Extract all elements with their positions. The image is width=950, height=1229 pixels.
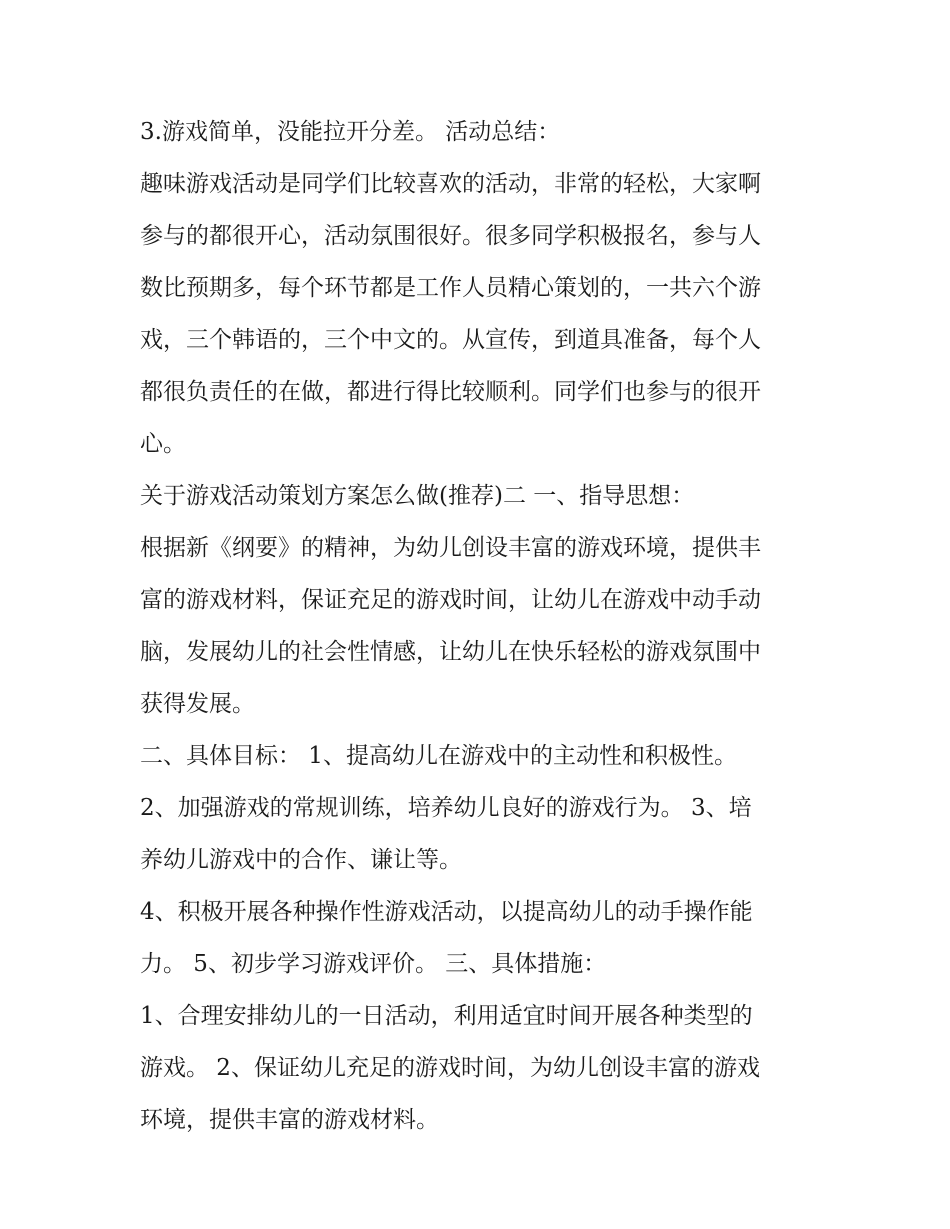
paragraph-summary-heading xyxy=(140,106,820,158)
text-line: 4、积极开展各种操作性游戏活动，以提高幼儿的动手操作能 xyxy=(140,899,753,925)
paragraph-section-title xyxy=(140,470,820,522)
text-line: 脑，发展幼儿的社会性情感，让幼儿在快乐轻松的游戏氛围中 xyxy=(140,639,761,665)
text-line: 戏，三个韩语的，三个中文的。从宣传，到道具准备，每个人 xyxy=(140,327,761,353)
text-line: 养幼儿游戏中的合作、谦让等。 xyxy=(140,847,462,873)
text-line: 参与的都很开心，活动氛围很好。很多同学积极报名，参与人 xyxy=(140,223,761,249)
text-line: 富的游戏材料，保证充足的游戏时间，让幼儿在游戏中动手动 xyxy=(140,587,761,613)
text-line: 数比预期多，每个环节都是工作人员精心策划的，一共六个游 xyxy=(140,275,761,301)
text-line: 3.游戏简单，没能拉开分差。 活动总结： xyxy=(140,119,561,145)
text-line: 根据新《纲要》的精神，为幼儿创设丰富的游戏环境，提供丰 xyxy=(140,535,761,561)
text-line: 获得发展。 xyxy=(140,691,255,717)
text-line: 关于游戏活动策划方案怎么做(推荐)二 一、指导思想： xyxy=(140,483,695,509)
text-line: 环境，提供丰富的游戏材料。 xyxy=(140,1107,439,1133)
text-line: 2、加强游戏的常规训练，培养幼儿良好的游戏行为。 3、培 xyxy=(140,795,752,821)
text-line: 都很负责任的在做，都进行得比较顺利。同学们也参与的很开 xyxy=(140,379,761,405)
text-line: 心。 xyxy=(140,431,186,457)
paragraph-guiding-ideas xyxy=(140,522,820,730)
paragraph-goal-4-5 xyxy=(140,886,820,990)
paragraph-summary-body xyxy=(140,158,820,470)
text-line: 游戏。 2、保证幼儿充足的游戏时间，为幼儿创设丰富的游戏 xyxy=(140,1055,760,1081)
text-line: 二、具体目标： 1、提高幼儿在游戏中的主动性和积极性。 xyxy=(140,743,737,769)
document-body xyxy=(140,106,820,1146)
text-line: 力。 5、初步学习游戏评价。 三、具体措施： xyxy=(140,951,607,977)
paragraph-goal-2-3 xyxy=(140,782,820,886)
text-line: 1、合理安排幼儿的一日活动，利用适宜时间开展各种类型的 xyxy=(140,1003,753,1029)
paragraph-goals-heading xyxy=(140,730,820,782)
paragraph-measures xyxy=(140,990,820,1146)
text-line: 趣味游戏活动是同学们比较喜欢的活动，非常的轻松，大家啊 xyxy=(140,171,761,197)
